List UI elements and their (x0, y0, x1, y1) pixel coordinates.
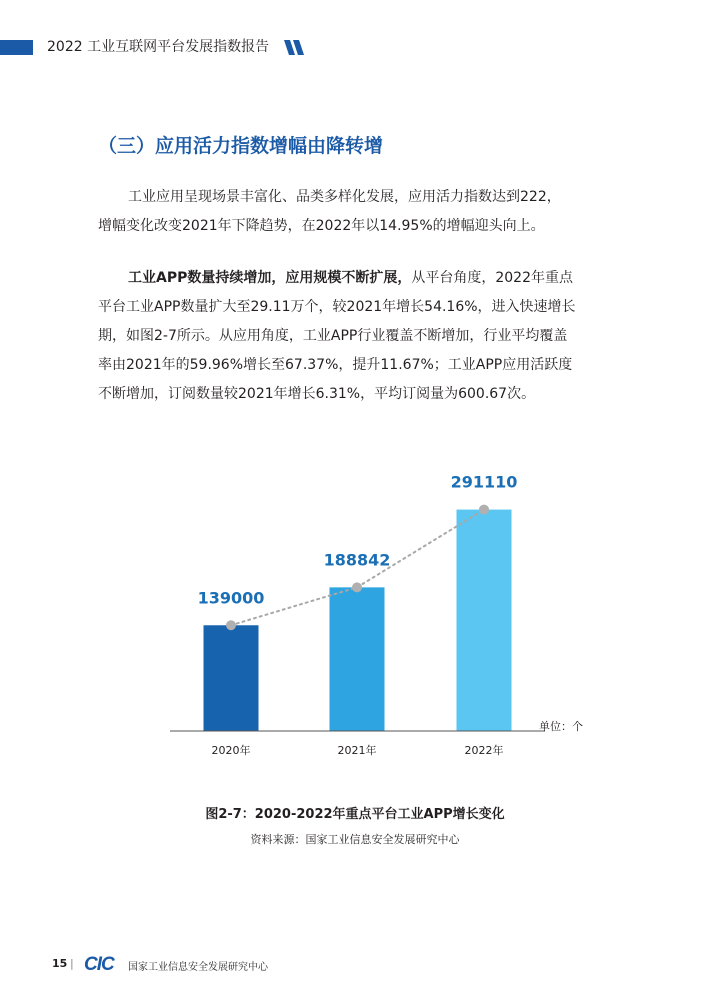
data-label: 291110 (450, 472, 518, 492)
paragraph-line: 增幅变化改变2021年下降趋势，在2022年以14.95%的增幅迎头向上。 (98, 218, 545, 234)
section-title: （三）应用活力指数增幅由降转增 (98, 135, 384, 157)
paragraph-line: 平台工业APP数量扩大至29.11万个，较2021年增长54.16%，进入快速增长 (98, 299, 576, 315)
footer-org-name: 国家工业信息安全发展研究中心 (128, 962, 268, 973)
trend-point (226, 620, 236, 630)
trend-point (352, 582, 362, 592)
paragraph-app-vitality (98, 183, 618, 241)
figure-source: 资料来源：国家工业信息安全发展研究中心 (250, 833, 460, 846)
paragraph-line: 期，如图2-7所示。从应用角度，工业APP行业覆盖不断增加，行业平均覆盖 (98, 328, 568, 344)
footer-separator: | (70, 957, 74, 970)
app-growth-bar-chart (0, 460, 710, 780)
lead-rest: 从平台角度，2022年重点 (411, 270, 573, 286)
trend-point (479, 505, 489, 515)
data-label: 188842 (323, 550, 391, 570)
x-tick-label: 2020年 (211, 744, 251, 757)
bar-2021年 (330, 587, 385, 731)
bar-2020年 (204, 625, 259, 731)
bar-2022年 (457, 510, 512, 731)
paragraph-line: 率由2021年的59.96%增长至67.37%，提升11.67%；工业APP应用活跃度 (98, 357, 573, 373)
paragraph-line: 不断增加，订阅数量较2021年增长6.31%，平均订阅量为600.67次。 (98, 386, 536, 402)
data-label: 139000 (197, 588, 265, 608)
unit-label: 单位：个 (539, 720, 583, 733)
paragraph-line: 工业应用呈现场景丰富化、品类多样化发展，应用活力指数达到222， (128, 189, 561, 205)
header-slash-icon (284, 40, 304, 55)
report-title: 2022 工业互联网平台发展指数报告 (47, 39, 270, 55)
page-number: 15 (52, 957, 68, 970)
x-tick-label: 2022年 (464, 744, 504, 757)
paragraph-first-line (98, 264, 618, 293)
x-tick-label: 2021年 (337, 744, 377, 757)
header-accent-bar (0, 40, 33, 55)
paragraph-app-growth (98, 264, 618, 409)
cic-logo: CIC (84, 954, 114, 975)
figure-caption: 图2-7：2020-2022年重点平台工业APP增长变化 (205, 807, 505, 822)
bold-lead: 工业APP数量持续增加，应用规模不断扩展， (128, 270, 412, 286)
